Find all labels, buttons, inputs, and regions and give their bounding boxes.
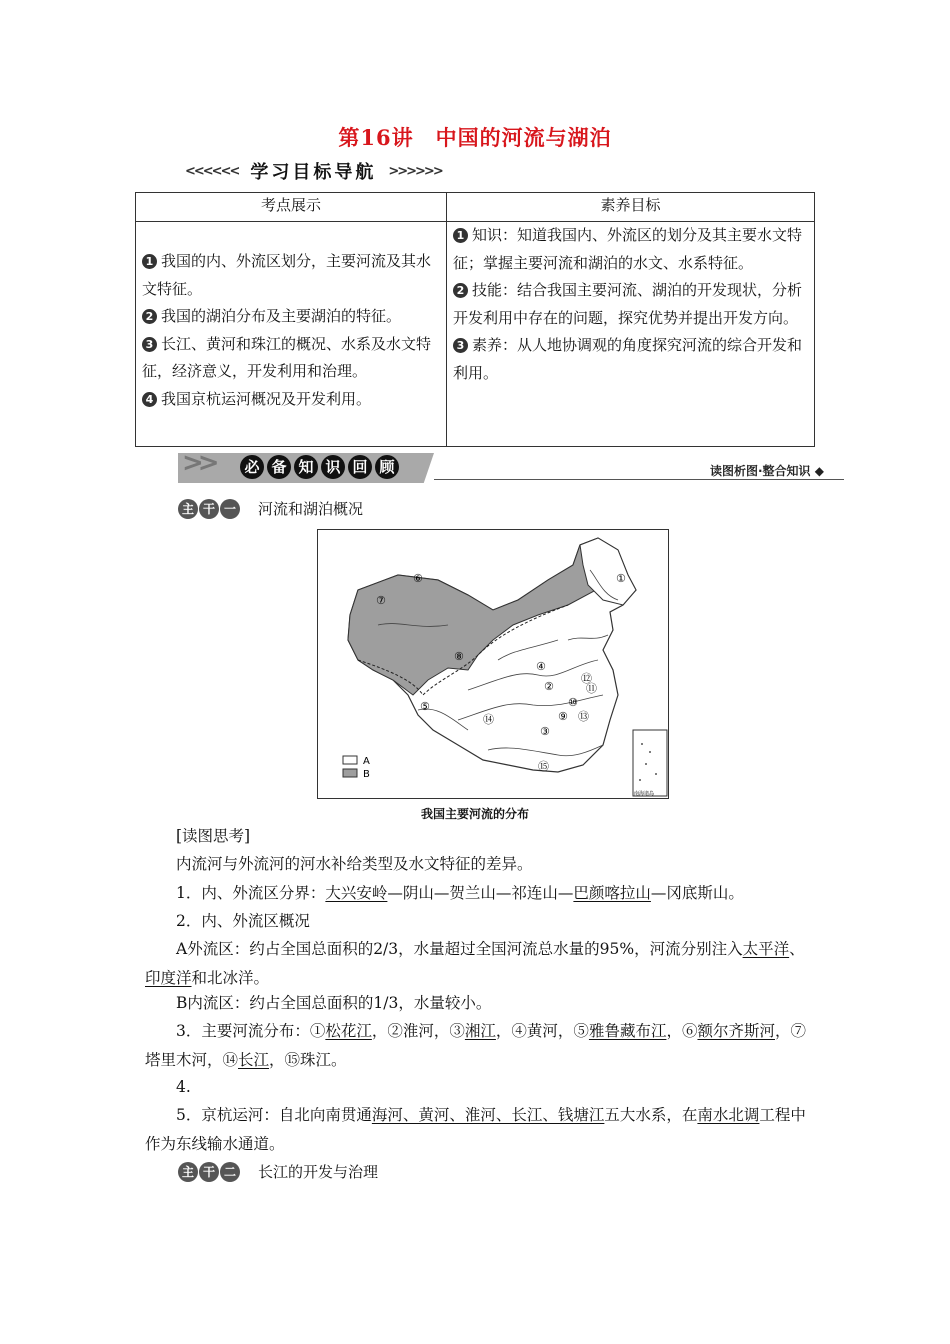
marker-3: ③ bbox=[540, 725, 550, 738]
item-text: 我国的湖泊分布及主要湖泊的特征。 bbox=[161, 307, 402, 325]
list-item bbox=[142, 303, 442, 331]
badge-char: 二 bbox=[220, 1162, 240, 1182]
legend-swatch-b bbox=[343, 769, 357, 777]
answer-blank: 太平洋 bbox=[742, 940, 790, 958]
topic-label: 河流和湖泊概况 bbox=[258, 500, 364, 518]
chevrons-right-icon: >>>>>> bbox=[388, 163, 442, 179]
reading-heading: [读图思考] bbox=[176, 827, 251, 845]
marker-13: ⑬ bbox=[578, 710, 589, 723]
badge-char: 一 bbox=[220, 499, 240, 519]
diamond-icon: ◆ bbox=[814, 464, 824, 478]
text-run: ，④黄河，⑤ bbox=[495, 1022, 589, 1040]
badge-char: 干 bbox=[199, 1162, 219, 1182]
chevrons-left-icon: <<<<<< bbox=[185, 163, 239, 179]
section-subtitle bbox=[710, 462, 824, 479]
text-run: 和北冰洋。 bbox=[191, 968, 270, 987]
text-run: 五大水系，在 bbox=[604, 1106, 698, 1124]
paragraph-3 bbox=[145, 935, 810, 992]
reading-question: 内流河与外流河的河水补给类型及水文特征的差异。 bbox=[176, 855, 533, 873]
heading-char: 回 bbox=[348, 455, 372, 479]
item-text: 我国的内、外流区划分，主要河流及其水文特征。 bbox=[142, 252, 432, 298]
legend-swatch-a bbox=[343, 756, 357, 764]
topic-badge bbox=[178, 499, 240, 519]
legend-label-b: B bbox=[363, 769, 370, 780]
river-map bbox=[317, 529, 669, 799]
text-run: 3．主要河流分布：① bbox=[176, 1022, 326, 1040]
heading-char: 识 bbox=[321, 455, 345, 479]
list-item bbox=[142, 248, 442, 303]
paragraph-6: 4. bbox=[176, 1078, 191, 1096]
text-run: ，⑮珠江。 bbox=[269, 1050, 347, 1069]
answer-blank: 大兴安岭 bbox=[325, 884, 388, 902]
item-text: 素养：从人地协调观的角度探究河流的综合开发和利用。 bbox=[453, 336, 803, 382]
heading-char: 知 bbox=[294, 455, 318, 479]
double-chevron-icon: >> bbox=[182, 448, 214, 478]
column-header: 考点展示 bbox=[136, 193, 447, 222]
heading-char: 必 bbox=[240, 455, 264, 479]
section-heading bbox=[240, 455, 399, 479]
list-item bbox=[142, 386, 442, 414]
marker-5: ⑤ bbox=[420, 700, 430, 713]
answer-blank: 湘江 bbox=[464, 1022, 496, 1040]
number-bullet: 2 bbox=[142, 309, 157, 324]
list-item bbox=[453, 277, 810, 332]
answer-blank: 巴颜喀拉山 bbox=[573, 884, 651, 902]
heading-char: 备 bbox=[267, 455, 291, 479]
paragraph-1 bbox=[145, 879, 810, 908]
list-item bbox=[453, 222, 810, 277]
number-bullet: 2 bbox=[453, 283, 468, 298]
paragraph-2: 2．内、外流区概况 bbox=[176, 912, 310, 930]
china-map-graphic bbox=[318, 530, 668, 798]
item-text: 知识：知道我国内、外流区的划分及其主要水文特征；掌握主要河流和湖泊的水文、水系特征。 bbox=[453, 226, 803, 272]
marker-10: ⑩ bbox=[568, 696, 578, 709]
objectives-label: 学习目标导航 bbox=[250, 162, 377, 183]
answer-blank: 南水北调 bbox=[697, 1106, 760, 1124]
marker-6: ⑥ bbox=[413, 572, 423, 585]
marker-2: ② bbox=[544, 680, 554, 693]
marker-8: ⑧ bbox=[454, 650, 464, 663]
number-bullet: 1 bbox=[453, 228, 468, 243]
topic-heading-1 bbox=[178, 498, 363, 519]
item-text: 我国京杭运河概况及开发利用。 bbox=[161, 389, 372, 408]
paragraph-4: B内流区：约占全国总面积的1/3，水量较小。 bbox=[176, 994, 492, 1012]
paragraph-7 bbox=[145, 1101, 810, 1158]
list-item bbox=[142, 331, 442, 386]
text-run: 1．内、外流区分界： bbox=[176, 884, 326, 902]
badge-char: 主 bbox=[178, 1162, 198, 1182]
marker-12: ⑫ bbox=[581, 672, 592, 685]
answer-blank: 松花江 bbox=[325, 1022, 372, 1040]
topic-heading-2 bbox=[178, 1161, 378, 1182]
literacy-goals-cell bbox=[447, 222, 815, 447]
page-title: 第16讲 中国的河流与湖泊 bbox=[338, 125, 612, 150]
text-run: 、 bbox=[789, 940, 805, 958]
text-run: 工程中作为东线输水通道。 bbox=[145, 1106, 806, 1153]
text-run: —冈底斯山。 bbox=[650, 884, 744, 902]
topic-badge bbox=[178, 1162, 240, 1182]
legend-label-a: A bbox=[363, 756, 370, 767]
text-run: —阴山—贺兰山—祁连山— bbox=[387, 884, 574, 902]
marker-9: ⑨ bbox=[558, 710, 568, 723]
text-run: ，⑥ bbox=[666, 1022, 698, 1040]
item-text: 技能：结合我国主要河流、湖泊的开发现状，分析开发利用中存在的问题，探究优势并提出开发方向。 bbox=[453, 281, 803, 327]
south-sea-inset bbox=[633, 730, 667, 796]
answer-blank: 雅鲁藏布江 bbox=[588, 1022, 667, 1040]
objectives-banner bbox=[185, 158, 442, 184]
badge-char: 主 bbox=[178, 499, 198, 519]
marker-14: ⑭ bbox=[483, 713, 494, 726]
inset-label: 南海诸岛 bbox=[634, 791, 655, 797]
item-text: 长江、黄河和珠江的概况、水系及水文特征，经济意义，开发利用和治理。 bbox=[142, 334, 432, 380]
text-run: ，⑦塔里木河，⑭ bbox=[145, 1022, 806, 1069]
heading-char: 顾 bbox=[375, 455, 399, 479]
divider bbox=[434, 479, 844, 480]
marker-15: ⑮ bbox=[538, 760, 549, 773]
exam-points-cell bbox=[136, 222, 447, 447]
number-bullet: 3 bbox=[142, 337, 157, 352]
marker-11: ⑪ bbox=[586, 682, 597, 695]
text-run: ，②淮河，③ bbox=[371, 1022, 465, 1040]
marker-1: ① bbox=[616, 572, 626, 585]
topic-label: 长江的开发与治理 bbox=[258, 1163, 379, 1181]
marker-7: ⑦ bbox=[376, 594, 386, 607]
list-item bbox=[453, 332, 810, 387]
number-bullet: 4 bbox=[142, 392, 157, 407]
marker-4: ④ bbox=[536, 660, 546, 673]
answer-blank: 海河、黄河、淮河、长江、钱塘江 bbox=[371, 1106, 605, 1124]
text-run: A外流区：约占全国总面积的2/3，水量超过全国河流总水量的95%，河流分别注入 bbox=[176, 940, 743, 958]
answer-blank: 额尔齐斯河 bbox=[697, 1022, 775, 1040]
column-header: 素养目标 bbox=[447, 193, 815, 222]
number-bullet: 3 bbox=[453, 338, 468, 353]
objectives-table bbox=[135, 192, 815, 447]
text-run: 5．京杭运河：自北向南贯通 bbox=[176, 1106, 372, 1124]
map-caption: 我国主要河流的分布 bbox=[420, 807, 529, 821]
map-legend bbox=[343, 756, 370, 780]
answer-blank: 长江 bbox=[238, 1050, 270, 1069]
answer-blank: 印度洋 bbox=[145, 968, 192, 987]
badge-char: 干 bbox=[199, 499, 219, 519]
paragraph-5 bbox=[145, 1017, 810, 1074]
number-bullet: 1 bbox=[142, 254, 157, 269]
section-subtitle-text: 读图析图·整合知识 bbox=[710, 464, 811, 478]
